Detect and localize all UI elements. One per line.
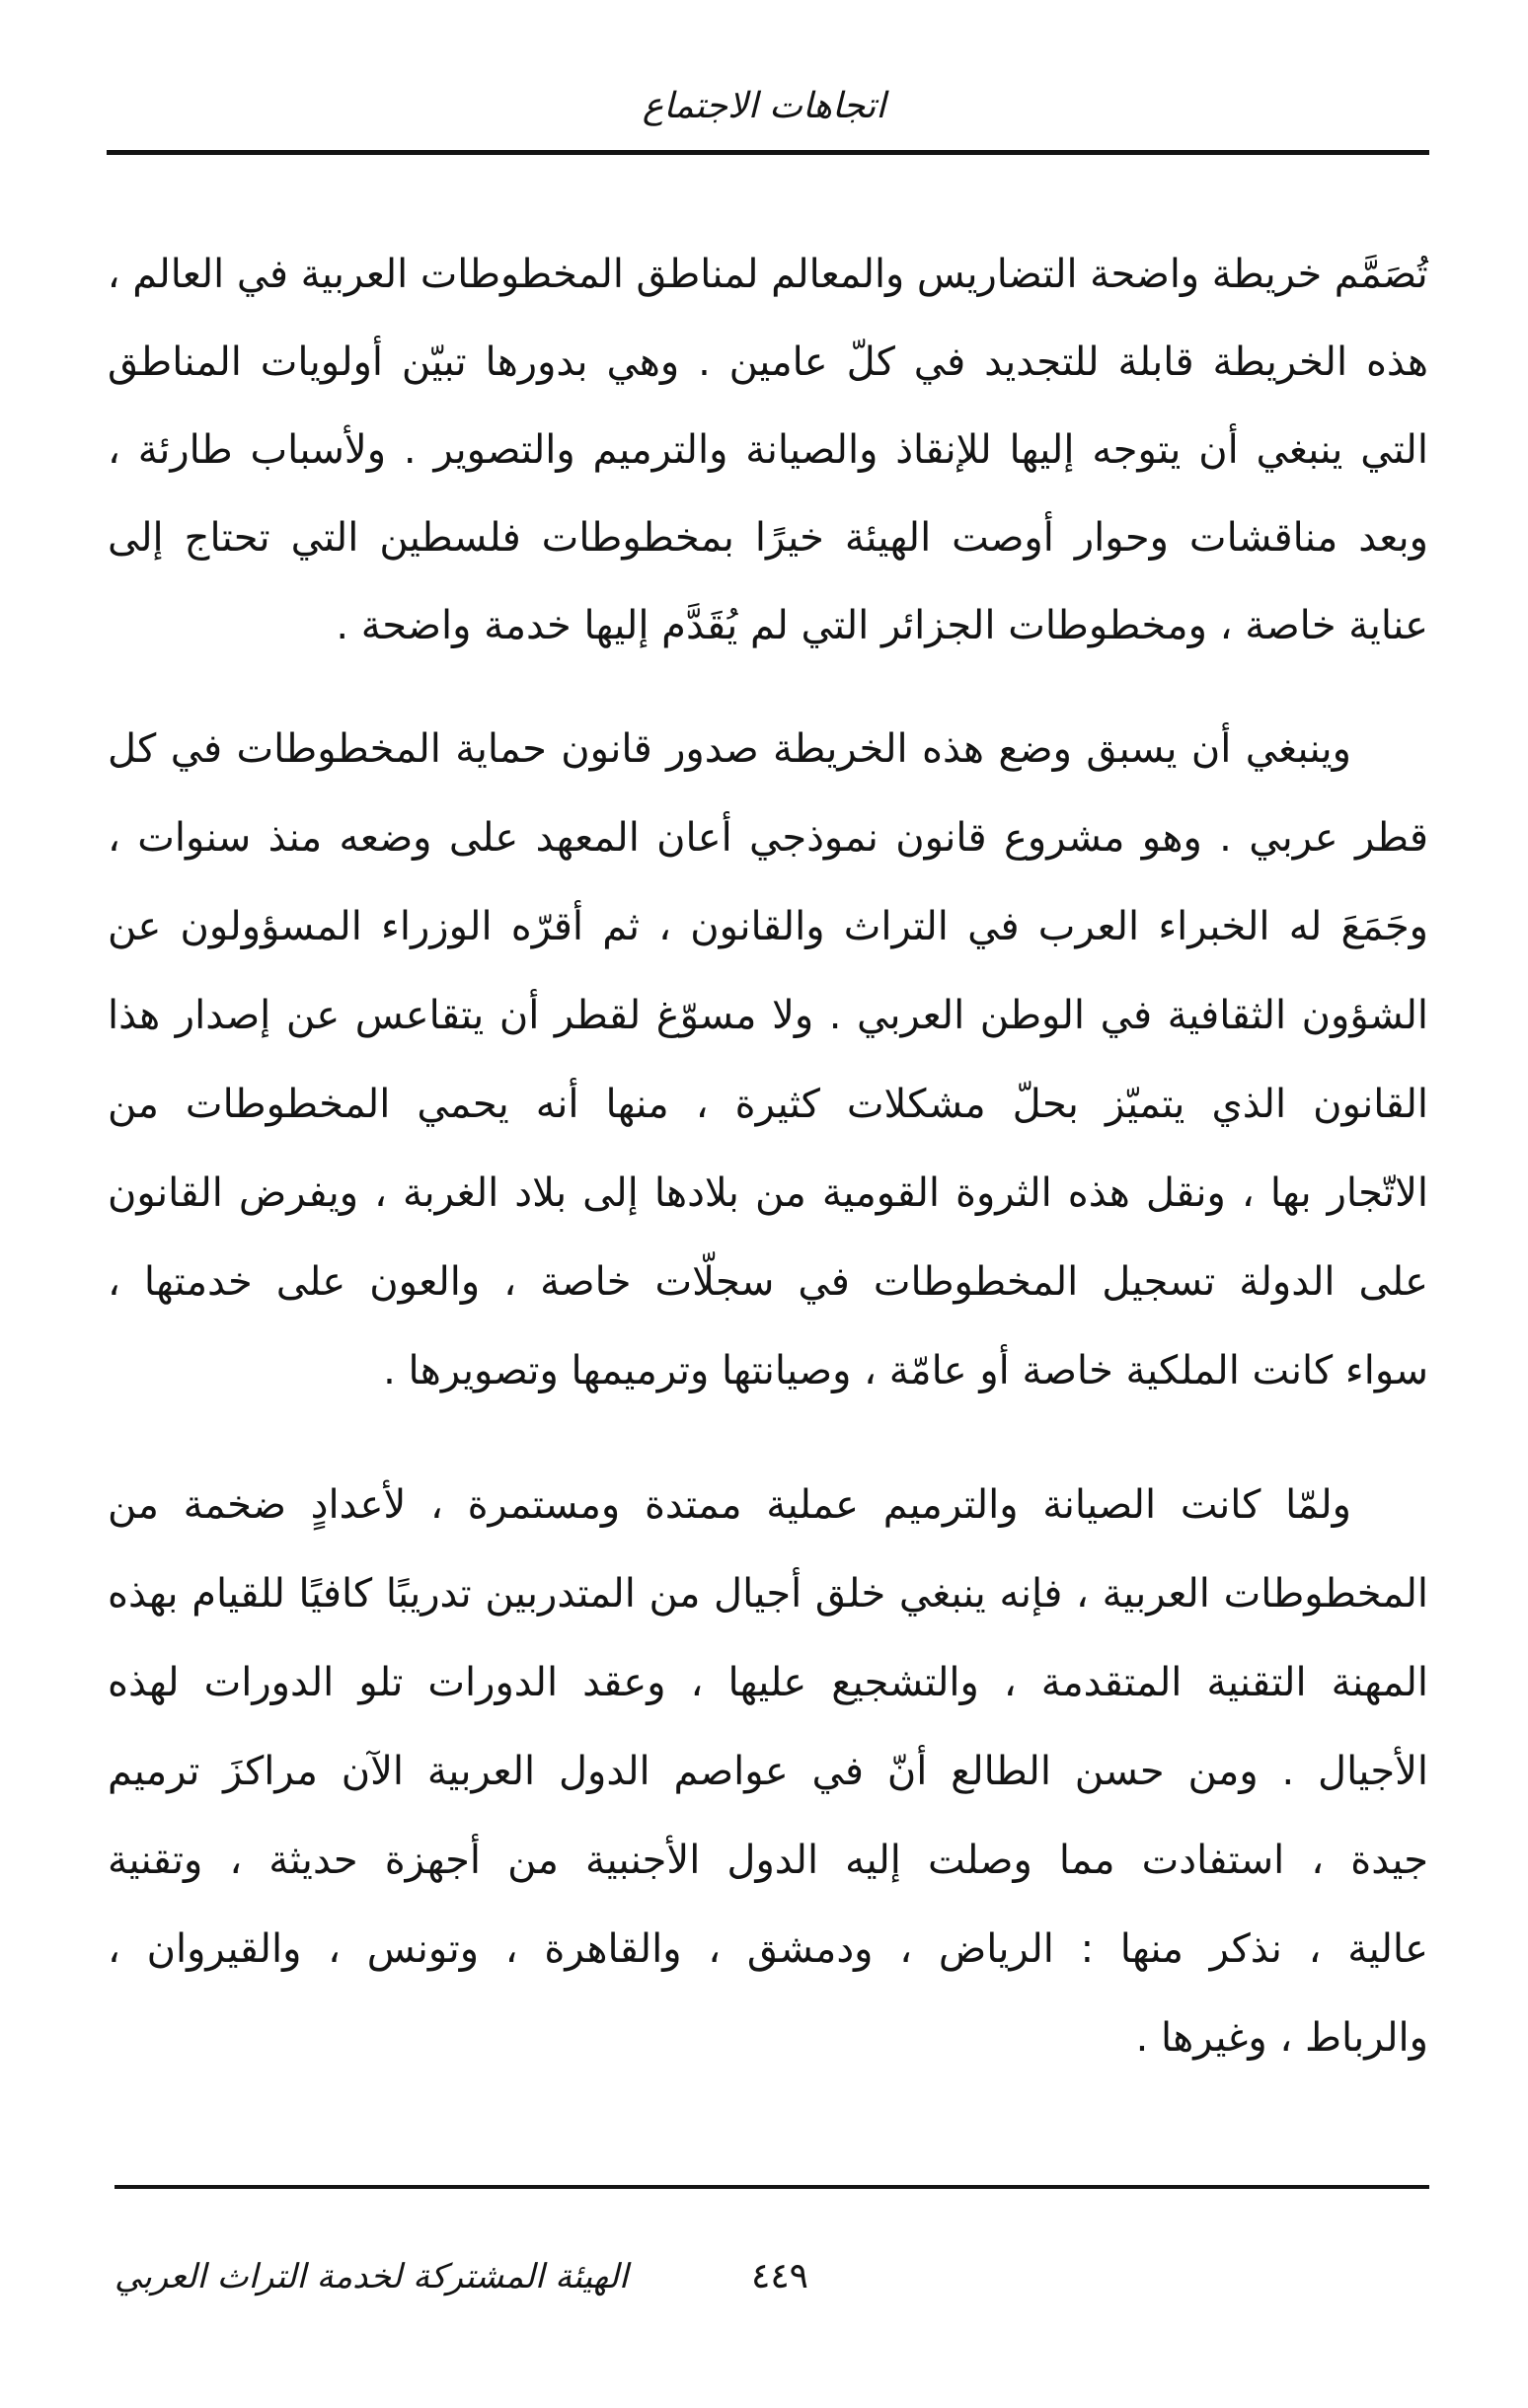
- text-line-content: المخطوطات العربية ، فإنه ينبغي خلق أجيال من المتدربين تدريبًا كافيًا للقيام بهذه: [108, 1571, 1428, 1617]
- text-line-first: [107, 705, 1428, 793]
- text-line: [107, 1238, 1428, 1326]
- paragraph: [107, 231, 1428, 670]
- text-line-last: [107, 1326, 1428, 1415]
- text-line: [107, 407, 1428, 494]
- text-line: [107, 971, 1428, 1060]
- header-rule: [107, 150, 1429, 155]
- text-line: [107, 793, 1428, 882]
- text-line-content: سواء كانت الملكية خاصة أو عامّة ، وصيانتها وترميمها وتصويرها .: [383, 1348, 1428, 1393]
- text-line: [107, 1549, 1428, 1638]
- footer-rule: [115, 2185, 1429, 2189]
- page-number: ٤٤٩: [750, 2256, 808, 2296]
- text-line: [107, 494, 1428, 582]
- text-line-last: [107, 582, 1428, 670]
- running-header-title: اتجاهات الاجتماع: [642, 86, 886, 126]
- text-line: [107, 1060, 1428, 1149]
- text-line-content: التي ينبغي أن يتوجه إليها للإنقاذ والصيانة والترميم والتصوير . ولأسباب طارئة ،: [108, 427, 1428, 473]
- text-line-content: والرباط ، وغيرها .: [1135, 2015, 1428, 2061]
- text-line-content: ولمّا كانت الصيانة والترميم عملية ممتدة ومستمرة ، لأعدادٍ ضخمة من: [108, 1482, 1351, 1528]
- text-line: [107, 1149, 1428, 1238]
- text-line: [107, 1816, 1428, 1905]
- text-line-content: الشؤون الثقافية في الوطن العربي . ولا مسوّغ لقطر أن يتقاعس عن إصدار هذا: [108, 993, 1428, 1038]
- text-line-content: وينبغي أن يسبق وضع هذه الخريطة صدور قانون حماية المخطوطات في كل: [108, 726, 1351, 772]
- text-line: [107, 319, 1428, 407]
- text-line: [107, 1638, 1428, 1727]
- footer-publisher: الهيئة المشتركة لخدمة التراث العربي: [115, 2257, 629, 2296]
- text-line-first: [107, 1461, 1428, 1549]
- text-line: [107, 1727, 1428, 1816]
- text-line-content: وجَمَعَ له الخبراء العرب في التراث والقانون ، ثم أقرّه الوزراء المسؤولون عن: [108, 904, 1428, 949]
- text-line-content: جيدة ، استفادت مما وصلت إليه الدول الأجنبية من أجهزة حديثة ، وتقنية: [108, 1838, 1428, 1883]
- text-line-content: عناية خاصة ، ومخطوطات الجزائر التي لم يُقَدَّم إليها خدمة واضحة .: [336, 603, 1428, 648]
- text-line-content: الاتّجار بها ، ونقل هذه الثروة القومية من بلادها إلى بلاد الغربة ، ويفرض القانون: [108, 1170, 1428, 1216]
- text-line-content: على الدولة تسجيل المخطوطات في سجلّات خاصة ، والعون على خدمتها ،: [108, 1259, 1428, 1305]
- text-line-content: عالية ، نذكر منها : الرياض ، ودمشق ، والقاهرة ، وتونس ، والقيروان ،: [108, 1926, 1428, 1972]
- text-line: [107, 231, 1428, 319]
- text-line: [107, 1905, 1428, 1994]
- paragraph: [107, 1461, 1428, 2082]
- text-line-content: المهنة التقنية المتقدمة ، والتشجيع عليها ، وعقد الدورات تلو الدورات لهذه: [108, 1660, 1428, 1705]
- paragraph: [107, 705, 1428, 1415]
- text-line-content: وبعد مناقشات وحوار أوصت الهيئة خيرًا بمخطوطات فلسطين التي تحتاج إلى: [108, 515, 1428, 561]
- text-line-content: القانون الذي يتميّز بحلّ مشكلات كثيرة ، منها أنه يحمي المخطوطات من: [108, 1082, 1428, 1127]
- text-line-last: [107, 1994, 1428, 2082]
- text-line-content: قطر عربي . وهو مشروع قانون نموذجي أعان المعهد على وضعه منذ سنوات ،: [108, 815, 1428, 861]
- text-line-content: هذه الخريطة قابلة للتجديد في كلّ عامين . وهي بدورها تبيّن أولويات المناطق: [108, 339, 1428, 385]
- text-line-content: الأجيال . ومن حسن الطالع أنّ في عواصم الدول العربية الآن مراكزَ ترميم: [108, 1749, 1428, 1794]
- text-line: [107, 882, 1428, 971]
- text-line-content: تُصَمَّم خريطة واضحة التضاريس والمعالم لمناطق المخطوطات العربية في العالم ،: [108, 252, 1428, 297]
